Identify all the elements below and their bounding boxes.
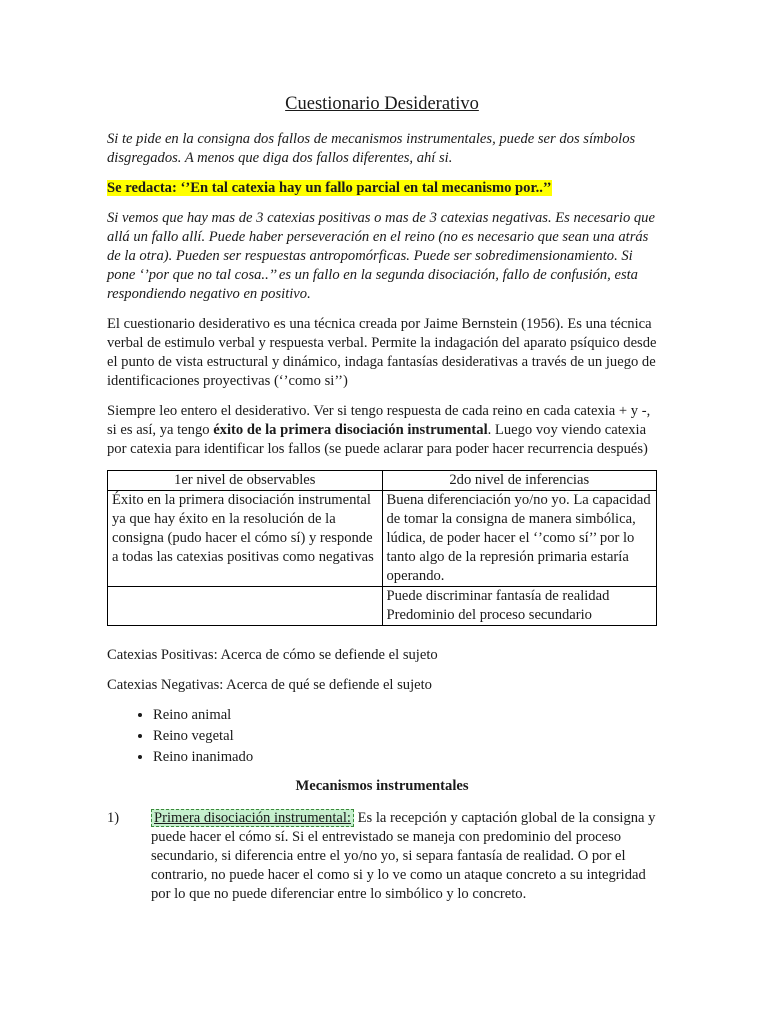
list-item-text: Es la recepción y captación global de la consigna y puede hacer el cómo sí. Si el entrevistado se maneja con predominio del proceso secundario, si diferencia entre el yo/no yo, si separa fantasía de realidad. O por el contrario, no puede hacer el como si y lo ve como un ataque concreto a su integridad por lo que no puede diferenciar entre lo simbólico y lo concreto. [151,810,656,902]
table-header-inferencias: 2do nivel de inferencias [382,471,657,491]
procedure-bold-text: éxito de la primera disociación instrumental [213,422,488,438]
paragraph-catexias-positivas: Catexias Positivas: Acerca de cómo se defiende el sujeto [107,647,438,663]
paragraph-procedure [107,402,657,459]
list-item: • Reino vegetal [153,727,657,746]
procedure-text-after: . Luego voy viendo catexia por catexia para identificar los fallos (se puede aclarar para poder hacer recurrencia después) [107,422,648,457]
table-cell: Buena diferenciación yo/no yo. La capacidad de tomar la consigna de manera simbólica, lúdica, de poder hacer el ‘’como sí’’ por lo tanto algo de la represión primaria estaría operando. [382,491,657,587]
section-subtitle: Mecanismos instrumentales [295,778,469,794]
observables-table [107,470,657,626]
page-title: Cuestionario Desiderativo [285,94,479,114]
mecanismos-list [107,809,657,904]
list-item [107,809,657,904]
table-header-row [108,471,657,491]
table-cell-empty [108,587,383,626]
document-body [107,93,657,904]
paragraph-redacta [107,179,657,198]
paragraph-consigna: Si te pide en la consigna dos fallos de mecanismos instrumentales, puede ser dos símbolos disgregados. A menos que diga dos fallos diferentes, ahí si. [107,131,636,166]
table-header-observables: 1er nivel de observables [108,471,383,491]
table-row [108,491,657,587]
table-cell: Éxito en la primera disociación instrumental ya que hay éxito en la resolución de la consigna (pudo hacer el cómo sí) y responde a todas las catexias positivas como negativas [108,491,383,587]
paragraph-definition: El cuestionario desiderativo es una técnica creada por Jaime Bernstein (1956). Es una técnica verbal de estimulo verbal y respuesta verbal. Permite la indagación del aparato psíquico desde el punto de vista estructural y dinámico, indaga fantasías desiderativas a través de un juego de identificaciones proyectivas (‘’como si’’) [107,316,657,389]
highlighted-term: Primera disociación instrumental: [151,809,354,827]
procedure-text-before: Siempre leo entero el desiderativo. Ver si tengo respuesta de cada reino en cada catexia + y -, si es así, ya tengo [107,403,651,438]
paragraph-catexias-note: Si vemos que hay mas de 3 catexias positivas o mas de 3 catexias negativas. Es necesario que allá un fallo allí. Puede haber perseveración en el reino (no es necesario que sean una atrás de la otra). Pueden ser respuestas antropomórficas. Puede ser sobredimensionamiento. Si pone ‘’por que no tal cosa..’’ es un fallo en la segunda disociación, fallo de confusión, esta respondiendo negativo en positivo. [107,210,655,302]
list-item: • Reino inanimado [153,748,657,767]
paragraph-catexias-negativas: Catexias Negativas: Acerca de qué se defiende el sujeto [107,677,432,693]
highlighted-text: Se redacta: ‘’En tal catexia hay un fallo parcial en tal mecanismo por..’’ [107,180,552,196]
list-number: 1) [107,810,120,826]
reinos-list [107,706,657,767]
table-row [108,587,657,626]
table-cell: Puede discriminar fantasía de realidad Predominio del proceso secundario [382,587,657,626]
list-item: • Reino animal [153,706,657,725]
